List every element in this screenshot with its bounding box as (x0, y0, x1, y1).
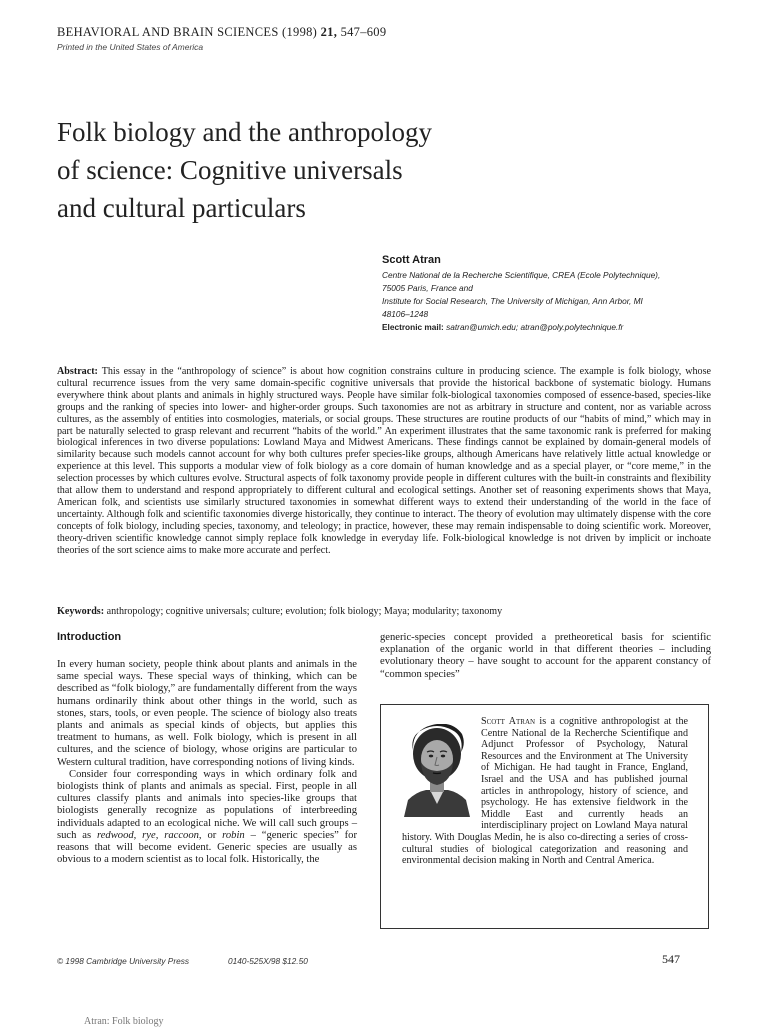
next-page-fragment: Atran: Folk biology (84, 1016, 164, 1027)
paragraph-text: Consider four corresponding ways in which ordinary folk and biologists think of plants and animals as special. First, people in all cultures classify plants and animals into species-like groups that biologists generally recognize as populations of interbreeding individuals adapted to an ecological niche. We will call such groups – such as (57, 768, 357, 841)
abstract-label: Abstract: (57, 366, 98, 377)
intro-paragraph-2 (57, 769, 357, 867)
author-bio-box (380, 704, 709, 929)
paragraph-text: – “generic species” for reasons that will become evident. Generic species are usually as obvious to a modern scientist as to local folk. Historically, the (57, 829, 358, 866)
intro-paragraph-1: In every human society, people think about plants and animals in the same special ways. These special ways of thinking, which can be described as “folk biology,” are fundamentally different from the ways humans ordinarily think about other things in the world, such as stones, stars, tools, or even people. The science of biology also treats plants and animals as special kinds of objects, but applies this treatment to humans, as well. Folk biology, which is present in all cultures, and the science of biology, whose origins are particular to Western cultural tradition, have corresponding notions of living kinds. (57, 659, 357, 768)
abstract-text: This essay in the “anthropology of science” is about how cognition constrains culture in producing science. The example is folk biology, whose cultural recurrence issues from the very same domain-specific cognitive universals that provide the historical backbone of systematic biology. Humans everywhere think about plants and animals in highly structured ways. People have similar folk-biological taxonomies composed of essence-based, species-like groups and the ranking of species into lower- and higher-order groups. Such taxonomies are not as arbitrary in structure and content, nor as variable across cultures, as the assembly of entities into cosmologies, materials, or social groups. These structures are routine products of our “habits of mind,” which may in part be naturally selected to grasp relevant and recurrent “habits of the world.” An experiment illustrates that the same taxonomic rank is preferred for making biological inferences in two diverse populations: Lowland Maya and Midwest Americans. These findings cannot be explained by domain-general models of similarity because such models cannot account for why both cultures prefer species-like groups, although Americans have relatively little actual knowledge or experience at this level. This supports a modular view of folk biology as a core domain of human knowledge and as a special player, or “core meme,” in the selection processes by which cultures evolve. Structural aspects of folk taxonomy provide people in different cultures with the built-in constraints and flexibility that allow them to understand and respond appropriately to different cultural and ecological settings. Another set of reasoning experiments shows that Maya, American folk, and scientists use similarly structured taxonomies in somewhat different ways to extend their understanding of the world in the face of uncertainty. Although folk and scientific taxonomies diverge historically, they continue to interact. The theory of evolution may ultimately dispense with the core concepts of folk biology, including species, taxonomy, and teleology; in practice, however, these may remain indispensable to doing scientific work. Moreover, theory-driven scientific knowledge cannot simply replace folk knowledge in everyday life. Folk-biological knowledge is not driven by implicit or inchoate theories of the sort science aims to make more accurate and perfect. (57, 366, 711, 556)
author-bio-text (402, 716, 688, 867)
email-line (382, 321, 712, 334)
intro-left-column (57, 659, 357, 866)
example-terms: redwood, rye, raccoon, (96, 829, 202, 841)
title-line: of science: Cognitive universals (57, 155, 403, 185)
title-line: and cultural particulars (57, 193, 306, 223)
email-addresses: satran@umich.edu; atran@poly.polytechnique.fr (446, 322, 624, 332)
title-line: Folk biology and the anthropology (57, 117, 432, 147)
keywords (57, 606, 711, 618)
keywords-label: Keywords: (57, 606, 105, 617)
affiliation-line: Centre National de la Recherche Scientifique, CREA (Ecole Polytechnique), (382, 270, 661, 280)
author-affiliation (382, 269, 712, 334)
author-name: Scott Atran (382, 254, 441, 266)
bio-author-name: Scott Atran (481, 716, 536, 727)
paragraph-text: or (201, 829, 223, 841)
journal-volume: 21, (320, 25, 338, 39)
page-number: 547 (662, 952, 680, 966)
affiliation-line: Institute for Social Research, The University of Michigan, Ann Arbor, MI (382, 296, 643, 306)
photo-spacer (402, 716, 481, 821)
journal-year: (1998) (282, 25, 318, 39)
article-title (57, 113, 527, 227)
bio-body: is a cognitive anthropologist at the Centre National de la Recherche Scientifique and Adjunct Professor of Psychology, Natural Resources and the Environment at The University of Michigan. He had taught in France, England, Israel and the USA and has published journal articles in anthropology, history of science, and psychology. He has extensive fieldwork in the Middle East and currently heads an interdisciplinary project on Lowland Maya natural history. With Douglas Medin, he is also co-directing a series of cross-cultural studies of biological categorization and reasoning and environmental decision making in North and Central America. (402, 716, 688, 867)
copyright-notice: © 1998 Cambridge University Press (57, 956, 190, 966)
affiliation-line: 75005 Paris, France and (382, 283, 473, 293)
journal-pages: 547–609 (340, 25, 387, 39)
journal-citation (57, 25, 386, 40)
journal-name: BEHAVIORAL AND BRAIN SCIENCES (57, 25, 279, 39)
printed-note: Printed in the United States of America (57, 42, 204, 52)
email-label: Electronic mail: (382, 322, 444, 332)
affiliation-line: 48106–1248 (382, 309, 429, 319)
intro-right-column: generic-species concept provided a pretheoretical basis for scientific explanation of the organic world in that different theories – including evolutionary theory – have sought to account for the apparent constancy of “common species” (380, 632, 711, 680)
abstract (57, 366, 711, 557)
example-term: robin (222, 829, 245, 841)
issn-price: 0140-525X/98 $12.50 (228, 956, 308, 966)
section-heading-introduction: Introduction (57, 631, 122, 643)
keywords-text: anthropology; cognitive universals; culture; evolution; folk biology; Maya; modularity; taxonomy (106, 606, 503, 617)
